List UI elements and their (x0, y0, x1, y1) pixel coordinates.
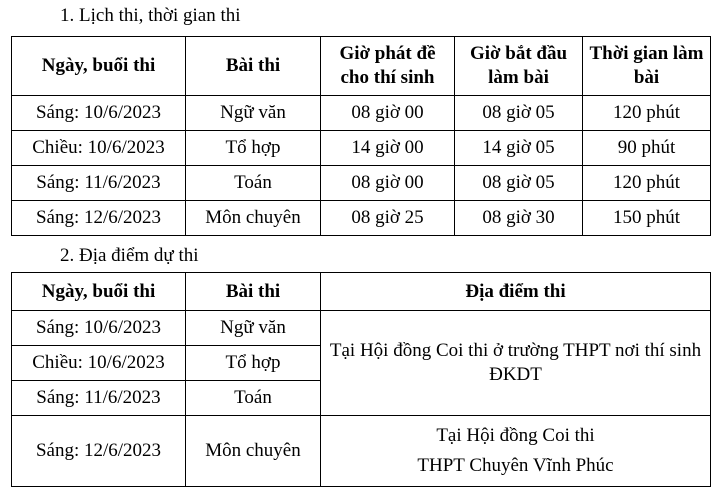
cell-date-session: Sáng: 10/6/2023 (12, 96, 186, 131)
location-line-2: THPT Chuyên Vĩnh Phúc (417, 455, 614, 476)
exam-schedule-table (11, 36, 711, 236)
cell-start-time: 08 giờ 05 (455, 96, 583, 131)
cell-date-session: Chiều: 10/6/2023 (12, 346, 186, 381)
cell-duration: 150 phút (583, 201, 711, 236)
section-2-heading: 2. Địa điểm dự thi (60, 245, 199, 266)
cell-subject: Môn chuyên (186, 416, 321, 487)
cell-date-session: Sáng: 10/6/2023 (12, 311, 186, 346)
cell-date-session: Sáng: 11/6/2023 (12, 381, 186, 416)
table-header-row (12, 37, 711, 96)
header-subject: Bài thi (186, 37, 321, 96)
cell-date-session: Sáng: 12/6/2023 (12, 416, 186, 487)
cell-paper-time: 08 giờ 00 (321, 96, 455, 131)
cell-date-session: Sáng: 12/6/2023 (12, 201, 186, 236)
header-start-time: Giờ bắt đầu làm bài (455, 37, 583, 96)
header-duration: Thời gian làm bài (583, 37, 711, 96)
cell-paper-time: 08 giờ 25 (321, 201, 455, 236)
cell-paper-time: 14 giờ 00 (321, 131, 455, 166)
header-location: Địa điểm thi (321, 273, 711, 311)
header-subject: Bài thi (186, 273, 321, 311)
table-header-row (12, 273, 711, 311)
table-row (12, 131, 711, 166)
cell-start-time: 08 giờ 30 (455, 201, 583, 236)
cell-duration: 120 phút (583, 166, 711, 201)
cell-start-time: 14 giờ 05 (455, 131, 583, 166)
cell-date-session: Sáng: 11/6/2023 (12, 166, 186, 201)
cell-subject: Môn chuyên (186, 201, 321, 236)
header-date-session: Ngày, buổi thi (12, 37, 186, 96)
cell-start-time: 08 giờ 05 (455, 166, 583, 201)
table-row (12, 201, 711, 236)
table-row (12, 96, 711, 131)
cell-location-local-school: Tại Hội đồng Coi thi ở trường THPT nơi thí sinh ĐKDT (321, 311, 711, 416)
table-row (12, 311, 711, 346)
cell-duration: 120 phút (583, 96, 711, 131)
cell-subject: Toán (186, 166, 321, 201)
table-row (12, 416, 711, 487)
cell-subject: Toán (186, 381, 321, 416)
cell-subject: Tổ hợp (186, 131, 321, 166)
cell-location-specialized-school (321, 416, 711, 487)
location-line-1: Tại Hội đồng Coi thi (436, 425, 595, 446)
exam-location-table (11, 272, 711, 487)
section-1-heading: 1. Lịch thi, thời gian thi (60, 5, 241, 26)
header-date-session: Ngày, buổi thi (12, 273, 186, 311)
cell-subject: Ngữ văn (186, 311, 321, 346)
table-row (12, 166, 711, 201)
cell-paper-time: 08 giờ 00 (321, 166, 455, 201)
cell-duration: 90 phút (583, 131, 711, 166)
cell-subject: Tổ hợp (186, 346, 321, 381)
cell-subject: Ngữ văn (186, 96, 321, 131)
header-paper-time: Giờ phát đề cho thí sinh (321, 37, 455, 96)
cell-date-session: Chiều: 10/6/2023 (12, 131, 186, 166)
